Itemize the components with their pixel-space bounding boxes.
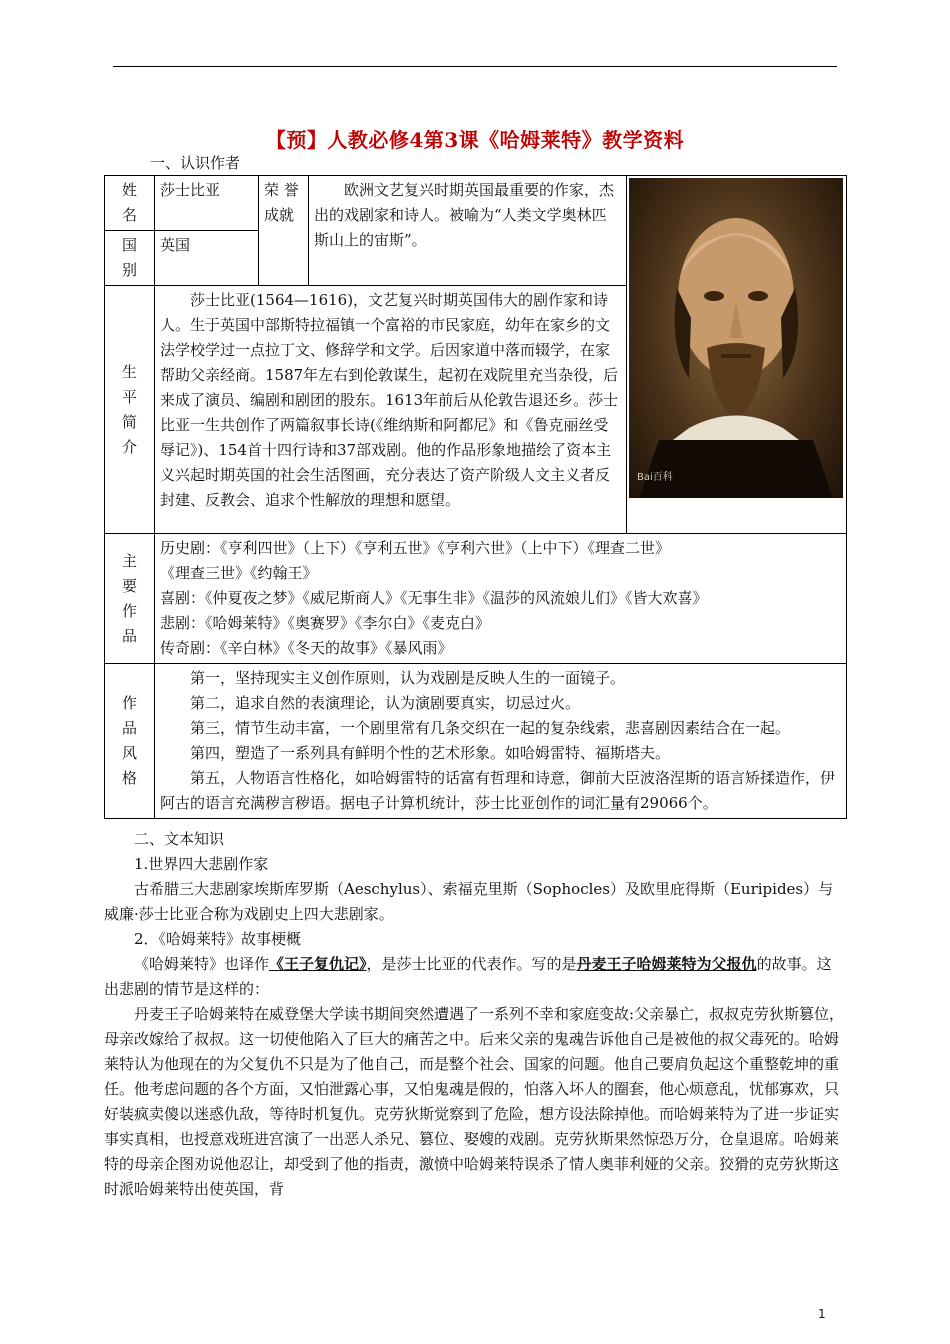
style-point: 第五，人物语言性格化，如哈姆雷特的话富有哲理和诗意，御前大臣波洛涅斯的语言矫揉造作，伊阿古的语言充满秽言秽语。据电子计算机统计，莎士比亚创作的词汇量有29066个。	[160, 769, 836, 812]
baidu-watermark: Bai百科	[637, 472, 673, 483]
page-number: 1	[818, 1307, 826, 1321]
country-value: 英国	[155, 231, 259, 286]
synopsis-body: 丹麦王子哈姆莱特在威登堡大学读书期间突然遭遇了一系列不幸和家庭变故:父亲暴亡，叔叔克劳狄斯篡位，母亲改嫁给了叔叔。这一切使他陷入了巨大的痛苦之中。后来父亲的鬼魂告诉他自己是被他的叔父毒死的。哈姆莱特认为他现在的为父复仇不只是为了他自己，而是整个社会、国家的问题。他自己要肩负起这个重整乾坤的重任。他考虑问题的各个方面，又怕泄露心事，又怕鬼魂是假的，怕落入坏人的圈套，他心烦意乱，忧郁寡欢，只好装疯卖傻以迷惑仇敌，等待时机复仇。克劳狄斯觉察到了危险，想方设法除掉他。而哈姆莱特为了进一步证实事实真相，也授意戏班进宫演了一出恶人杀兄、篡位、娶嫂的戏剧。克劳狄斯果然惊恐万分，仓皇退席。哈姆莱特的母亲企图劝说他忍让，却受到了他的指责，激愤中哈姆莱特误杀了情人奥菲利娅的父亲。狡猾的克劳狄斯这时派哈姆莱特出使英国，背	[104, 1005, 845, 1198]
style-point: 第二，追求自然的表演理论，认为演剧要真实，切忌过火。	[190, 694, 581, 712]
honor-label: 荣 誉成就	[259, 176, 309, 286]
page-title: 【预】人教必修4第3课《哈姆莱特》教学资料	[265, 128, 685, 152]
shakespeare-portrait	[629, 178, 843, 498]
works-label: 主 要 作 品	[105, 534, 155, 664]
bio-label: 生 平 简 介	[105, 286, 155, 534]
style-label: 作 品 风 格	[105, 664, 155, 819]
style-list	[155, 664, 847, 819]
four-tragedians-text: 古希腊三大悲剧家埃斯库罗斯（Aeschylus）、索福克里斯（Sophocles）及欧里庇得斯（Euripides）与威廉·莎士比亚合称为戏剧史上四大悲剧家。	[104, 880, 834, 923]
name-label: 姓 名	[105, 176, 155, 231]
alt-title: 《王子复仇记》	[269, 955, 367, 973]
header-rule	[113, 66, 837, 67]
synopsis-intro: 《哈姆莱特》也译作《王子复仇记》，是莎士比亚的代表作。写的是丹麦王子哈姆莱特为父报仇的故事。这出悲剧的情节是这样的：	[104, 955, 832, 998]
style-point: 第一，坚持现实主义创作原则，认为戏剧是反映人生的一面镜子。	[190, 669, 626, 687]
name-value: 莎士比亚	[155, 176, 259, 231]
section-heading-author: 一、认识作者	[150, 154, 241, 172]
subheading-four-tragedians: 1.世界四大悲剧作家	[134, 855, 269, 873]
works-line: 《理查三世》《约翰王》	[160, 564, 318, 582]
story-theme: 丹麦王子哈姆莱特为父报仇	[576, 955, 757, 973]
works-list	[155, 534, 847, 664]
works-line: 悲剧：《哈姆莱特》《奥赛罗》《李尔白》《麦克白》	[160, 614, 491, 632]
works-line: 喜剧：《仲夏夜之梦》《威尼斯商人》《无事生非》《温莎的风流娘儿们》《皆大欢喜》	[160, 589, 708, 607]
style-point: 第三，情节生动丰富，一个剧里常有几条交织在一起的复杂线索，悲喜剧因素结合在一起。	[190, 719, 791, 737]
works-line: 传奇剧：《辛白林》《冬天的故事》《暴风雨》	[160, 639, 453, 657]
text-knowledge-section	[104, 827, 846, 1202]
subheading-synopsis: 2．《哈姆莱特》故事梗概	[134, 930, 302, 948]
author-info-table	[104, 175, 847, 819]
section-heading-text: 二、文本知识	[134, 830, 225, 848]
honor-value: 欧洲文艺复兴时期英国最重要的作家，杰出的戏剧家和诗人。被喻为“人类文学奥林匹斯山上的宙斯”。	[309, 176, 627, 286]
style-point: 第四，塑造了一系列具有鲜明个性的艺术形象。如哈姆雷特、福斯塔夫。	[190, 744, 671, 762]
bio-text: 莎士比亚(1564—1616)，文艺复兴时期英国伟大的剧作家和诗人。生于英国中部斯特拉福镇一个富裕的市民家庭，幼年在家乡的文法学校学过一点拉丁文、修辞学和文学。后因家道中落而辍学，在家帮助父亲经商。1587年左右到伦敦谋生，起初在戏院里充当杂役，后来成了演员、编剧和剧团的股东。1613年前后从伦敦告退还乡。莎士比亚一生共创作了两篇叙事长诗(《维纳斯和阿都尼》和《鲁克丽丝受辱记》)、154首十四行诗和37部戏剧。他的作品形象地描绘了资本主义兴起时期英国的社会生活图画，充分表达了资产阶级人文主义者反封建、反教会、追求个性解放的理想和愿望。	[155, 286, 627, 534]
portrait-cell	[627, 176, 847, 534]
country-label: 国 别	[105, 231, 155, 286]
works-line: 历史剧：《亨利四世》（上下）《亨利五世》《亨利六世》（上中下）《理查二世》	[160, 539, 671, 557]
